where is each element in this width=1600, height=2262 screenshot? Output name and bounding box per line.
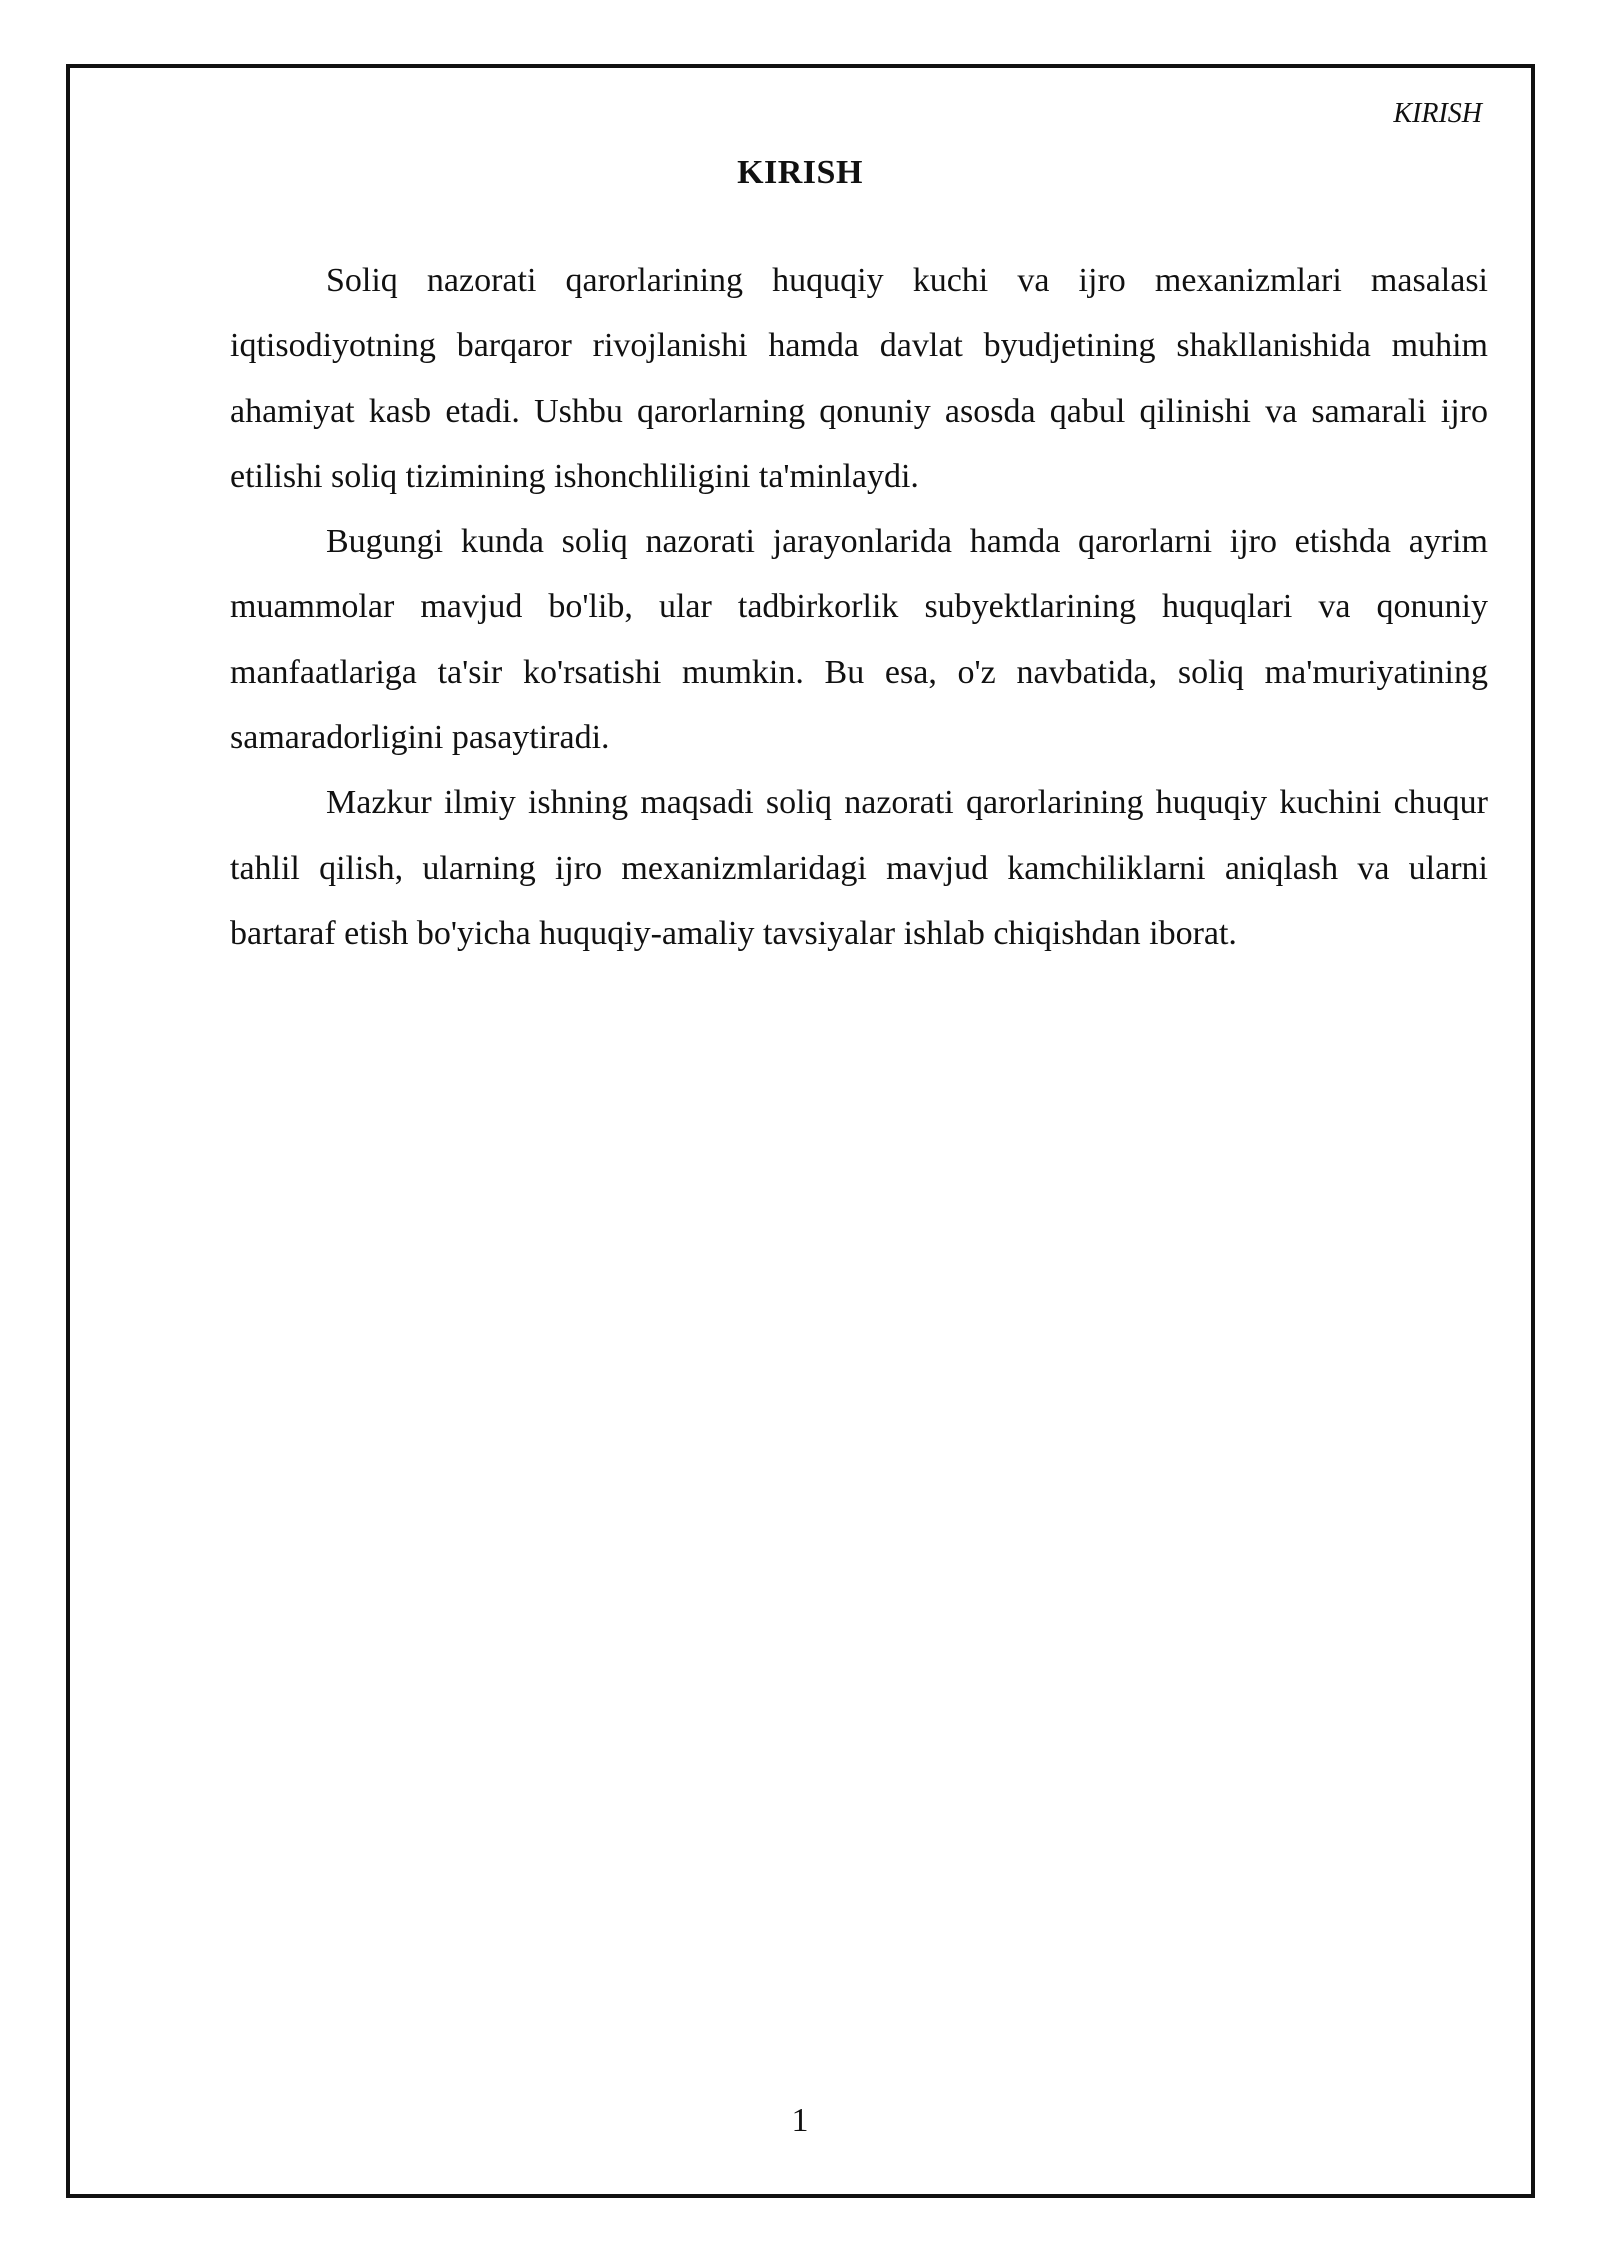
body-text [230, 248, 1488, 966]
paragraph-2: Bugungi kunda soliq nazorati jarayonlarida hamda qarorlarni ijro etishda ayrim muammolar mavjud bo'lib, ular tadbirkorlik subyektlarining huquqlari va qonuniy manfaatlariga ta'sir ko'rsatishi mumkin. Bu esa, o'z navbatida, soliq ma'muriyatining samaradorligini pasaytiradi. [230, 523, 1488, 757]
running-header: KIRISH [1393, 98, 1482, 129]
section-title: KIRISH [737, 154, 863, 191]
paragraph-1: Soliq nazorati qarorlarining huquqiy kuchi va ijro mexanizmlari masalasi iqtisodiyotning barqaror rivojlanishi hamda davlat byudjetining shakllanishida muhim ahamiyat kasb etadi. Ushbu qarorlarning qonuniy asosda qabul qilinishi va samarali ijro etilishi soliq tizimining ishonchliligini ta'minlaydi. [230, 262, 1488, 495]
paragraph-3: Mazkur ilmiy ishning maqsadi soliq nazorati qarorlarining huquqiy kuchini chuqur tahlil qilish, ularning ijro mexanizmlaridagi mavjud kamchiliklarni aniqlash va ularni bartaraf etish bo'yicha huquqiy-amaliy tavsiyalar ishlab chiqishdan iborat. [230, 784, 1488, 952]
page-number: 1 [791, 2102, 809, 2139]
